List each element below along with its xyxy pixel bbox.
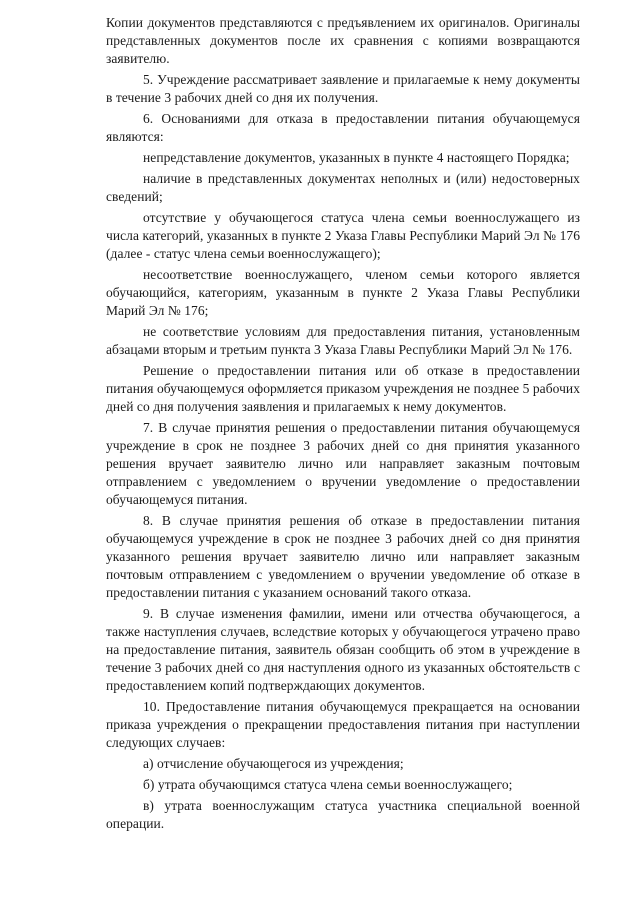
paragraph-6-reason-4: несоответствие военнослужащего, членом семьи которого является обучающийся, категориям, указанным в пункте 2 Указа Главы Республики Марий Эл № 176; (106, 267, 580, 318)
paragraph-10: 10. Предоставление питания обучающемуся прекращается на основании приказа учреждения о прекращении предоставления питания при наступлении следующих случаев: (106, 699, 580, 750)
paragraph-5: 5. Учреждение рассматривает заявление и прилагаемые к нему документы в течение 3 рабочих дней со дня их получения. (106, 72, 580, 105)
paragraph-decision: Решение о предоставлении питания или об отказе в предоставлении питания обучающемуся оформляется приказом учреждения не позднее 5 рабочих дней со дня получения заявления и прилагаемых к нему документов. (106, 363, 580, 414)
paragraph-copies: Копии документов представляются с предъявлением их оригиналов. Оригиналы представленных документов после их сравнения с копиями возвращаются заявителю. (106, 15, 580, 66)
paragraph-10-case-c: в) утрата военнослужащим статуса участника специальной военной операции. (106, 798, 580, 831)
paragraph-8: 8. В случае принятия решения об отказе в предоставлении питания обучающемуся учреждение в срок не позднее 3 рабочих дней со дня принятия указанного решения вручает заявителю лично или направляет заказным почтовым отправлением с уведомлением о вручении уведомление об отказе в предоставлении питания с указанием оснований такого отказа. (106, 513, 580, 600)
paragraph-6-reason-2: наличие в представленных документах неполных и (или) недостоверных сведений; (106, 171, 580, 204)
paragraph-10-case-b: б) утрата обучающимся статуса члена семьи военнослужащего; (143, 777, 513, 792)
paragraph-6-reason-1: непредставление документов, указанных в пункте 4 настоящего Порядка; (143, 150, 570, 165)
paragraph-9: 9. В случае изменения фамилии, имени или отчества обучающегося, а также наступления случаев, вследствие которых у обучающегося утрачено право на предоставление питания, заявитель обязан сообщить об этом в учреждение в течение 3 рабочих дней со дня наступления одного из указанных обстоятельств с предоставлением копий подтверждающих документов. (106, 606, 580, 693)
paragraph-7: 7. В случае принятия решения о предоставлении питания обучающемуся учреждение в срок не позднее 3 рабочих дней со дня принятия указанного решения вручает заявителю лично или направляет заказным почтовым отправлением с уведомлением о вручении уведомление о предоставлении обучающемуся питания. (106, 420, 580, 507)
paragraph-6: 6. Основаниями для отказа в предоставлении питания обучающемуся являются: (106, 111, 580, 144)
paragraph-10-case-a: а) отчисление обучающегося из учреждения; (143, 756, 404, 771)
paragraph-6-reason-3: отсутствие у обучающегося статуса члена семьи военнослужащего из числа категорий, указанных в пункте 2 Указа Главы Республики Марий Эл № 176 (далее - статус члена семьи военнослужащего); (106, 210, 580, 261)
paragraph-6-reason-5: не соответствие условиям для предоставления питания, установленным абзацами вторым и третьим пункта 3 Указа Главы Республики Марий Эл № 176. (106, 324, 580, 357)
document-page (106, 14, 580, 836)
